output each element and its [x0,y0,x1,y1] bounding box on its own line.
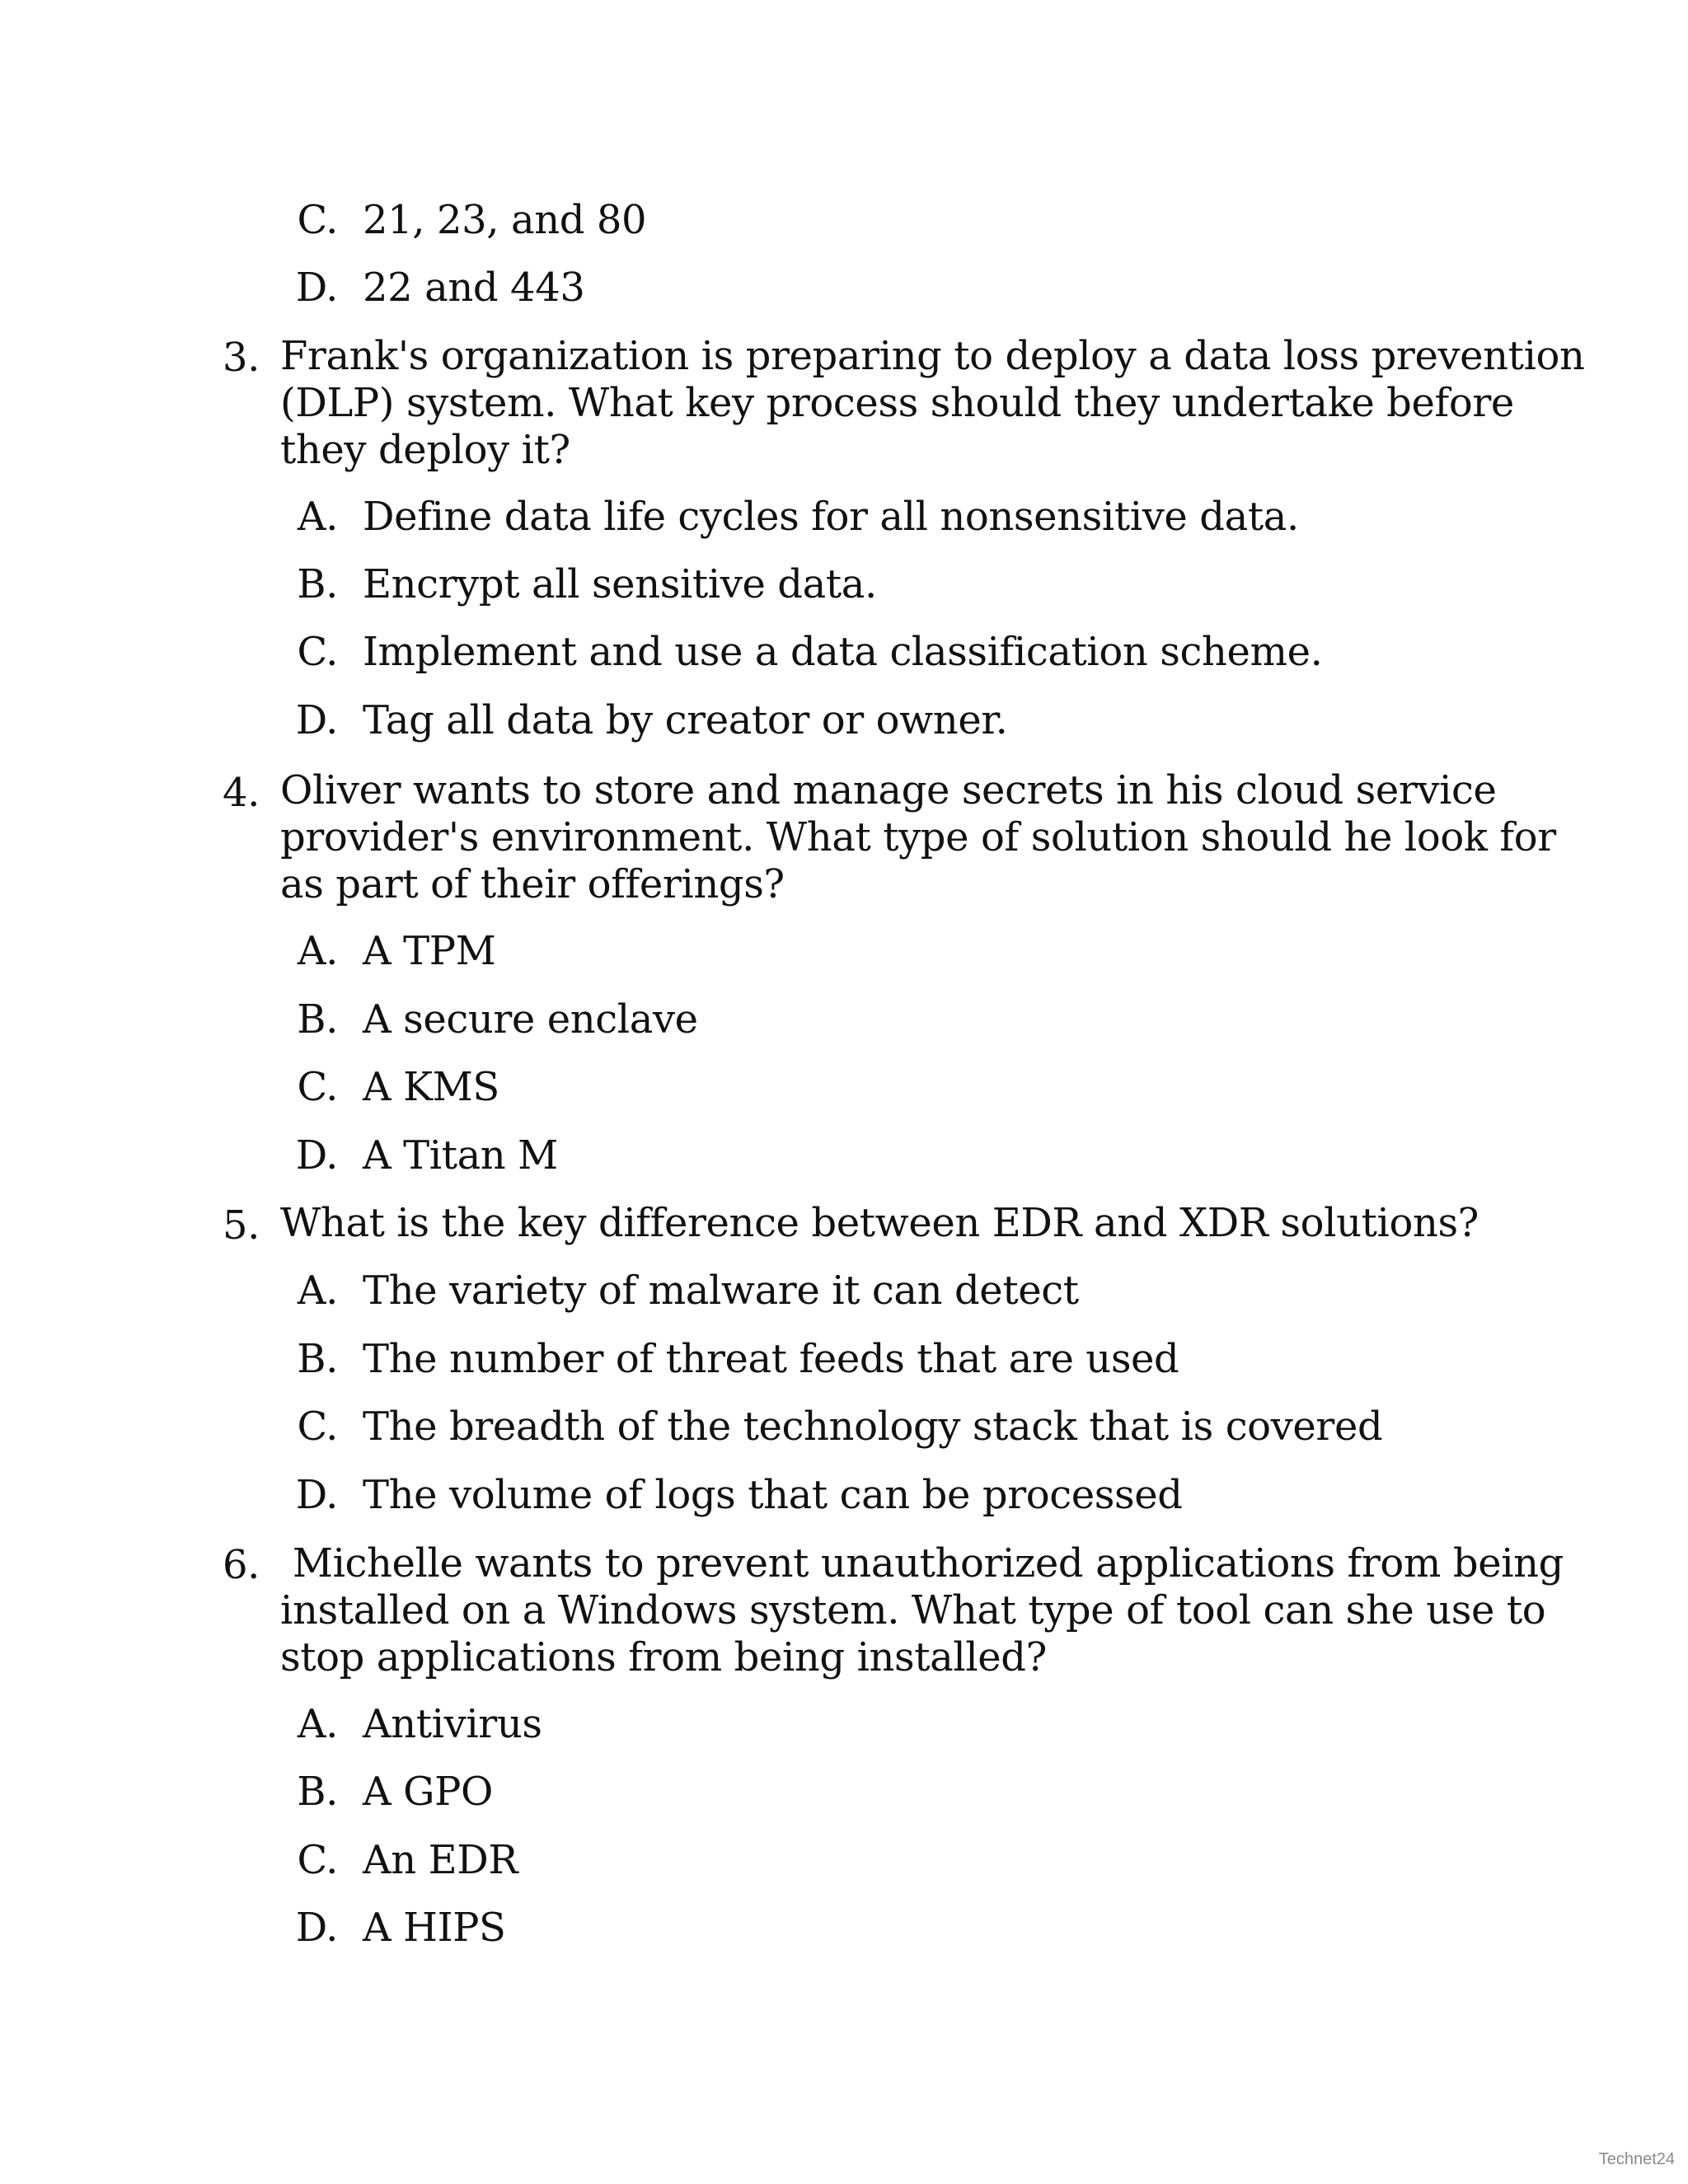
option-text: A TPM [363,928,496,974]
question-number: 5. [223,1202,260,1249]
option-letter: B. [297,1336,338,1382]
option-letter: C. [297,197,338,243]
question-text-line: stop applications from being installed? [280,1634,1047,1680]
option-text: An EDR [363,1837,518,1883]
option-text: Encrypt all sensitive data. [363,561,877,607]
option-letter: B. [297,561,338,607]
question-number: 6. [223,1542,260,1588]
option-letter: D. [295,1472,338,1518]
option-letter: D. [295,697,338,743]
option-text: 21, 23, and 80 [363,197,647,243]
option-letter: A. [297,494,338,540]
option-text: A Titan M [363,1132,558,1179]
option-text: Define data life cycles for all nonsensitive data. [363,494,1299,540]
option-letter: D. [295,265,338,311]
option-text: A secure enclave [363,996,698,1043]
option-text: Antivirus [363,1701,542,1747]
question-text-line: What is the key difference between EDR and XDR solutions? [280,1200,1479,1246]
option-letter: C. [297,1837,338,1883]
option-letter: D. [295,1905,338,1951]
question-text-line: Frank's organization is preparing to deploy a data loss prevention [280,333,1585,379]
question-text-line: Michelle wants to prevent unauthorized applications from being [280,1540,1564,1586]
option-text: Implement and use a data classification scheme. [363,629,1323,675]
option-letter: C. [297,1064,338,1110]
option-text: A GPO [363,1769,493,1815]
question-text-line: provider's environment. What type of solution should he look for [280,814,1556,860]
option-text: The breadth of the technology stack that is covered [363,1404,1383,1450]
option-text: A HIPS [363,1905,506,1951]
question-number: 4. [223,770,260,816]
option-text: 22 and 443 [363,265,585,311]
question-text-line: Oliver wants to store and manage secrets in his cloud service [280,767,1497,813]
question-text-line: installed on a Windows system. What type of tool can she use to [280,1587,1546,1633]
option-letter: B. [297,996,338,1043]
option-letter: A. [297,1268,338,1314]
question-text-line: as part of their offerings? [280,861,785,907]
option-text: The volume of logs that can be processed [363,1472,1183,1518]
question-number: 3. [223,335,260,381]
option-letter: D. [295,1132,338,1179]
option-text: The variety of malware it can detect [363,1268,1079,1314]
option-letter: A. [297,1701,338,1747]
option-letter: C. [297,1404,338,1450]
question-text-line: (DLP) system. What key process should they undertake before [280,380,1514,426]
option-text: The number of threat feeds that are used [363,1336,1179,1382]
option-text: Tag all data by creator or owner. [363,697,1008,743]
option-letter: C. [297,629,338,675]
option-text: A KMS [363,1064,499,1110]
question-text-line: they deploy it? [280,427,570,473]
watermark: Technet24 [1598,2150,1675,2168]
option-letter: A. [297,928,338,974]
option-letter: B. [297,1769,338,1815]
